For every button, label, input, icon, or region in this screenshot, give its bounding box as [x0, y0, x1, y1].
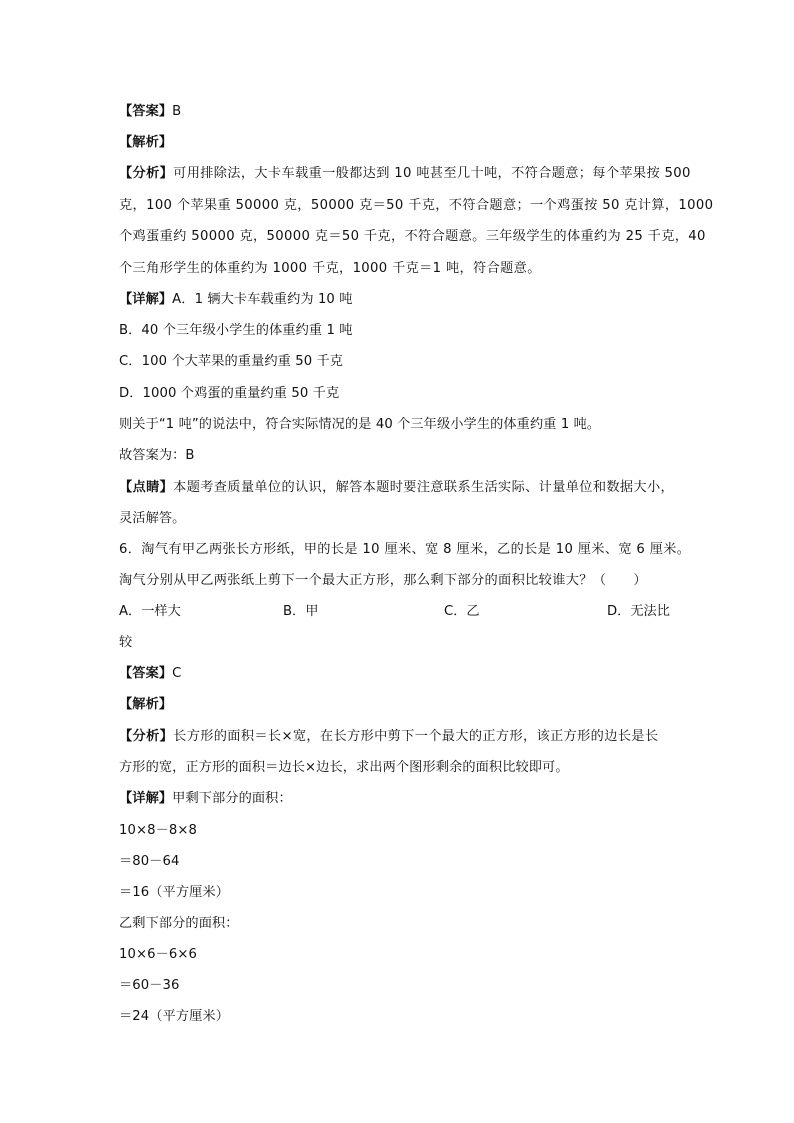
q5-dianjing-line-1	[119, 478, 679, 498]
q5-detail-line-4: D．1000 个鸡蛋的重量约重 50 千克	[119, 386, 340, 401]
dianjing-tag: 【点睛】	[119, 480, 174, 495]
dianjing-text: 本题考查质量单位的认识，解答本题时要注意联系生活实际、计量单位和数据大小，	[173, 480, 675, 495]
answer-tag: 【答案】	[119, 104, 173, 119]
q5-detail-line-1	[119, 290, 679, 310]
q6-option-d: D．无法比	[607, 604, 670, 619]
q6-calc-line-2: ＝80－64	[119, 854, 180, 869]
fenxi-tag: 【分析】	[119, 166, 174, 181]
q6-calc-line-7: ＝24（平方厘米）	[119, 1009, 229, 1024]
q6-calc-line-3: ＝16（平方厘米）	[119, 885, 229, 900]
q6-stem-line-2: 淘气分别从甲乙两张纸上剪下一个最大正方形，那么剩下部分的面积比较谁大？（ ）	[119, 573, 647, 588]
q5-detail-line-6: 故答案为：B	[119, 448, 195, 463]
q5-fenxi-line-1	[119, 164, 691, 184]
q5-dianjing-line-2: 灵活解答。	[119, 511, 186, 526]
q5-analysis-tag: 【解析】	[119, 135, 173, 150]
q6-detail-line-1	[119, 789, 679, 809]
answer-value: B	[172, 104, 182, 119]
detail-tag: 【详解】	[119, 791, 173, 806]
q6-option-c: C．乙	[444, 604, 480, 619]
q6-fenxi-line-1	[119, 727, 679, 747]
q6-stem-line-1: 6．淘气有甲乙两张长方形纸，甲的长是 10 厘米、宽 8 厘米，乙的长是 10 厘米、宽 6 厘米。	[119, 542, 691, 557]
q6-calc-line-5: 10×6－6×6	[119, 947, 198, 962]
fenxi-text: 可用排除法，大卡车载重一般都达到 10 吨甚至几十吨，不符合题意；每个苹果按 500	[173, 166, 691, 181]
q5-detail-line-2: B．40 个三年级小学生的体重约重 1 吨	[119, 323, 353, 338]
answer-value: C	[172, 666, 182, 681]
q6-calc-line-6: ＝60－36	[119, 978, 180, 993]
q5-detail-line-3: C．100 个大苹果的重量约重 50 千克	[119, 354, 344, 369]
fenxi-tag: 【分析】	[119, 729, 174, 744]
q6-option-d-wrap: 较	[119, 635, 133, 650]
fenxi-text: 长方形的面积＝长×宽，在长方形中剪下一个最大的正方形，该正方形的边长是长	[173, 729, 659, 744]
q6-option-b: B．甲	[283, 604, 319, 619]
answer-tag: 【答案】	[119, 666, 173, 681]
q6-option-a: A．一样大	[119, 604, 181, 619]
q5-answer	[119, 102, 679, 122]
q6-calc-line-1: 10×8－8×8	[119, 823, 198, 838]
q5-fenxi-line-3: 个鸡蛋重约 50000 克，50000 克＝50 千克，不符合题意。三年级学生的体重约为 25 千克，40	[119, 229, 706, 244]
q6-calc-line-4: 乙剩下部分的面积：	[119, 916, 239, 931]
q6-answer	[119, 664, 679, 684]
q5-detail-line-5: 则关于“1 吨”的说法中，符合实际情况的是 40 个三年级小学生的体重约重 1 吨。	[119, 417, 601, 432]
q6-fenxi-line-2: 方形的宽，正方形的面积＝边长×边长，求出两个图形剩余的面积比较即可。	[119, 760, 569, 775]
detail-text: 甲剩下部分的面积：	[172, 791, 292, 806]
q6-analysis-tag: 【解析】	[119, 697, 173, 712]
q5-fenxi-line-2: 克，100 个苹果重 50000 克，50000 克＝50 千克，不符合题意；一个鸡蛋按 50 克计算，1000	[119, 198, 714, 213]
detail-tag: 【详解】	[119, 292, 173, 307]
q5-fenxi-line-4: 个三角形学生的体重约为 1000 千克，1000 千克＝1 吨，符合题意。	[119, 261, 541, 276]
detail-text: A．1 辆大卡车载重约为 10 吨	[172, 292, 353, 307]
